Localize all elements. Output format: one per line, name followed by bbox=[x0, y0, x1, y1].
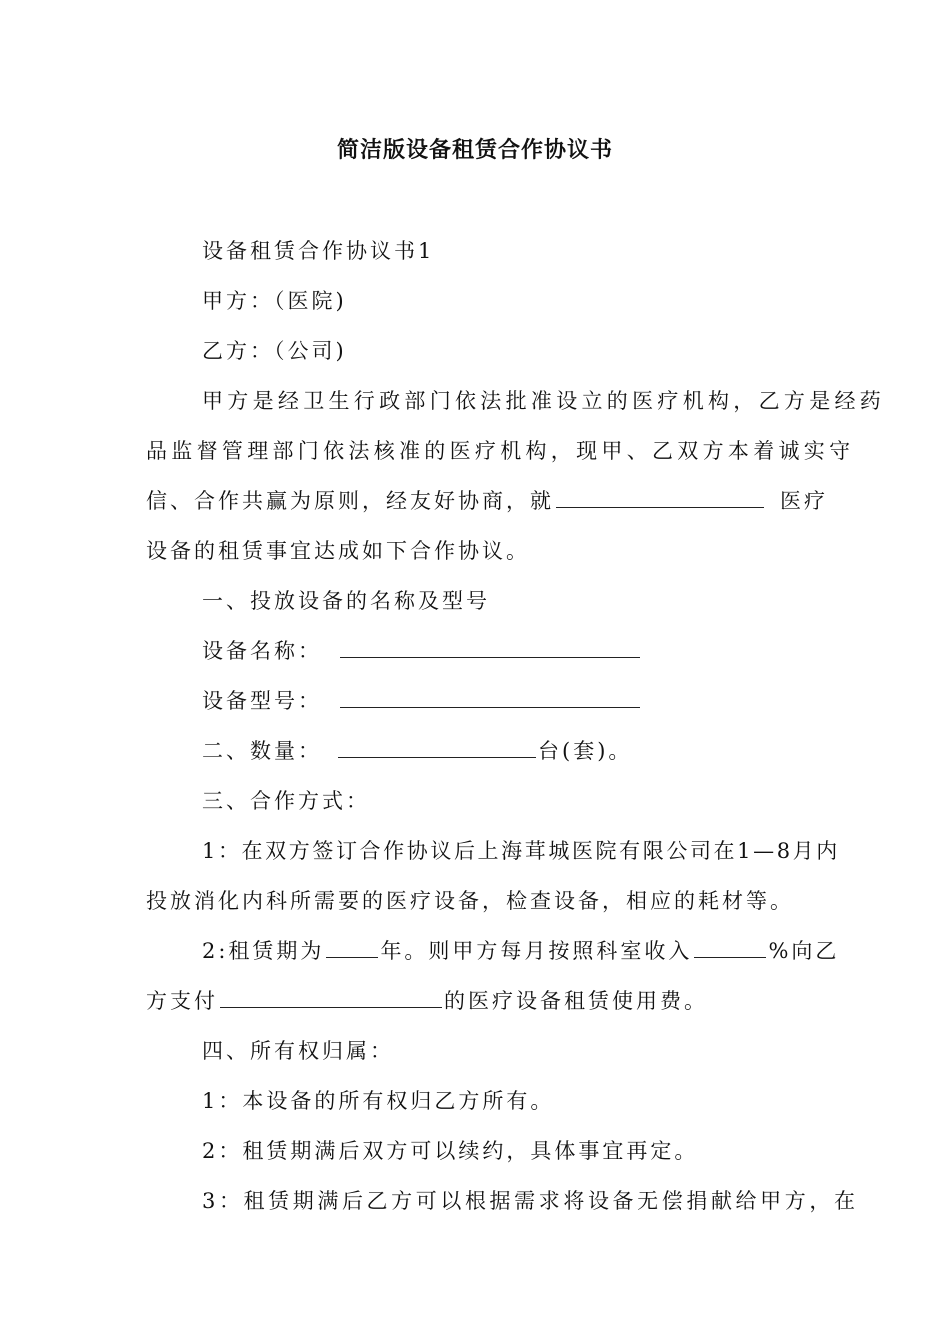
quantity-unit: 台(套)。 bbox=[538, 739, 633, 763]
payment-blank bbox=[220, 985, 442, 1008]
equipment-name-label: 设备名称： bbox=[202, 639, 322, 663]
quantity-label: 二、数量： bbox=[202, 739, 322, 763]
clause-3-2-part-2: 年。则甲方每月按照科室收入 bbox=[380, 939, 693, 963]
intro-line-3-text: 信、合作共赢为原则，经友好协商，就 bbox=[146, 489, 554, 513]
clause-3-2-line-2-text: 方支付 bbox=[146, 989, 218, 1013]
intro-line-2: 品监督管理部门依法核准的医疗机构，现甲、乙双方本着诚实守 bbox=[146, 439, 855, 463]
intro-line-3-tail: 医疗 bbox=[780, 489, 828, 513]
section-3-heading: 三、合作方式： bbox=[202, 789, 370, 813]
equipment-name-blank bbox=[340, 635, 640, 658]
clause-3-2-line-2 bbox=[146, 984, 708, 1018]
section-1-heading: 一、投放设备的名称及型号 bbox=[202, 589, 490, 613]
equipment-model-row bbox=[202, 684, 642, 718]
intro-line-4: 设备的租赁事宜达成如下合作协议。 bbox=[146, 539, 530, 563]
lease-term-blank bbox=[326, 935, 378, 958]
clause-3-2-part-1: 2:租赁期为 bbox=[202, 939, 325, 963]
party-a: 甲方：（医院) bbox=[202, 289, 347, 313]
clause-3-1-line-2: 投放消化内科所需要的医疗设备，检查设备，相应的耗材等。 bbox=[146, 889, 794, 913]
equipment-name-row bbox=[202, 634, 642, 668]
device-blank bbox=[556, 485, 764, 508]
clause-3-2-part-3: %向乙 bbox=[768, 939, 840, 963]
heading-agreement-1: 设备租赁合作协议书1 bbox=[202, 239, 435, 263]
equipment-model-label: 设备型号： bbox=[202, 689, 322, 713]
party-b: 乙方：（公司) bbox=[202, 339, 347, 363]
document-title: 简洁版设备租赁合作协议书 bbox=[336, 138, 613, 163]
clause-3-1-line-1: 1：在双方签订合作协议后上海茸城医院有限公司在1—8月内 bbox=[202, 839, 840, 863]
quantity-row bbox=[202, 734, 632, 768]
intro-line-3 bbox=[146, 484, 828, 518]
equipment-model-blank bbox=[340, 685, 640, 708]
section-4-heading: 四、所有权归属： bbox=[202, 1039, 394, 1063]
clause-3-2-line-1 bbox=[202, 934, 839, 968]
clause-4-3: 3：租赁期满后乙方可以根据需求将设备无偿捐献给甲方，在 bbox=[202, 1189, 859, 1213]
intro-line-1: 甲方是经卫生行政部门依法批准设立的医疗机构，乙方是经药 bbox=[202, 389, 886, 413]
quantity-blank bbox=[338, 735, 536, 758]
clause-3-2-line-2-tail: 的医疗设备租赁使用费。 bbox=[444, 989, 708, 1013]
clause-4-1: 1：本设备的所有权归乙方所有。 bbox=[202, 1089, 555, 1113]
percentage-blank bbox=[694, 935, 766, 958]
clause-4-2: 2：租赁期满后双方可以续约，具体事宜再定。 bbox=[202, 1139, 699, 1163]
